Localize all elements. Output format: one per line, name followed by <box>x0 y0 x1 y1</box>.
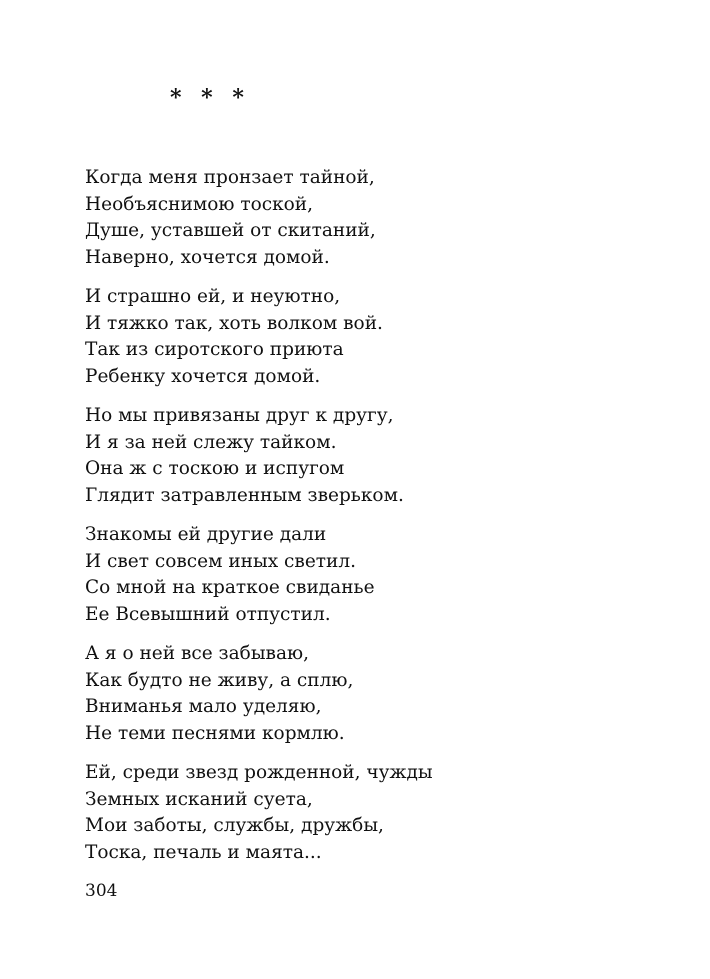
page-number: 304 <box>85 881 118 901</box>
poem-line: И я за ней слежу тайком. <box>85 431 337 453</box>
poem-line: Как будто не живу, а сплю, <box>85 669 354 691</box>
poem-line: Вниманья мало уделяю, <box>85 696 322 717</box>
poem-line: Мои заботы, службы, дружбы, <box>85 815 384 836</box>
poem-line: А я о ней все забываю, <box>85 643 309 664</box>
poem-line: Ее Всевышний отпустил. <box>85 603 331 625</box>
stanza <box>85 165 645 271</box>
poem-line: Со мной на краткое свиданье <box>85 577 375 598</box>
stanza <box>85 760 645 866</box>
poem-line: И страшно ей, и неуютно, <box>85 286 341 307</box>
section-ornament: * * * <box>170 85 250 111</box>
poem-line: И свет совсем иных светил. <box>85 550 356 572</box>
poem-line: Она ж с тоскою и испугом <box>85 458 345 479</box>
poem-line: Ребенку хочется домой. <box>85 365 321 387</box>
stanza <box>85 522 645 628</box>
poem-line: Ей, среди звезд рожденной, чужды <box>85 762 433 783</box>
poem-line: Необъяснимою тоской, <box>85 193 313 215</box>
stanza <box>85 284 645 390</box>
poem-line: Так из сиротского приюта <box>85 339 344 360</box>
poem-line: Душе, уставшей от скитаний, <box>85 220 376 241</box>
poem-line: Глядит затравленным зверьком. <box>85 484 404 506</box>
stanza <box>85 641 645 747</box>
poem <box>85 165 645 879</box>
poem-line: Наверно, хочется домой. <box>85 246 330 268</box>
poem-line: Не теми песнями кормлю. <box>85 722 345 744</box>
poem-line: И тяжко так, хоть волком вой. <box>85 312 383 334</box>
poem-line: Но мы привязаны друг к другу, <box>85 405 394 426</box>
poem-line: Когда меня пронзает тайной, <box>85 167 375 188</box>
poem-line: Тоска, печаль и маята... <box>85 841 322 863</box>
poem-line: Земных исканий суета, <box>85 788 313 810</box>
stanza <box>85 403 645 509</box>
poem-line: Знакомы ей другие дали <box>85 524 327 545</box>
